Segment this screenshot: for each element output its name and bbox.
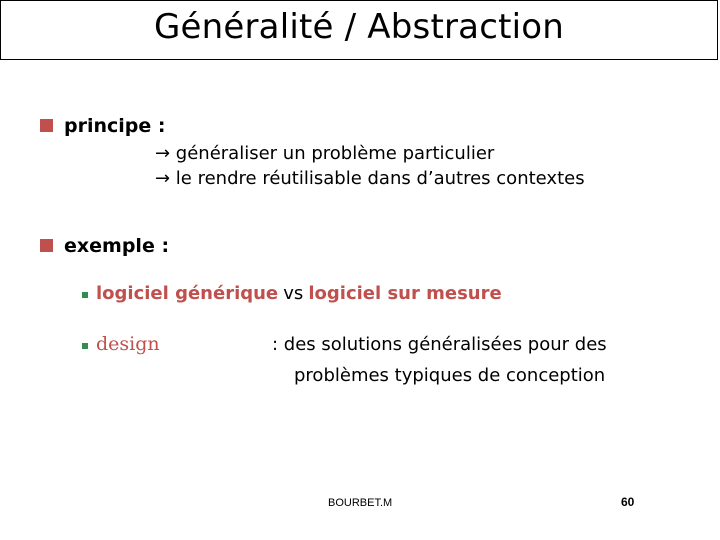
slide-title: Généralité / Abstraction xyxy=(153,7,565,47)
page-number: 60 xyxy=(621,495,635,509)
principe-line-1: → généraliser un problème particulier xyxy=(155,143,495,164)
principe-bullet-icon xyxy=(40,119,53,132)
exemple-heading: exemple : xyxy=(64,235,170,257)
footer-author: BOURBET.M xyxy=(328,497,393,509)
title-box xyxy=(0,0,718,60)
item-2-term: design xyxy=(96,333,160,355)
exemple-bullet-icon xyxy=(40,239,53,252)
item-1-connector: vs xyxy=(283,283,304,304)
item-1-term-1: logiciel générique xyxy=(96,283,279,304)
item-1-term-2: logiciel sur mesure xyxy=(308,283,502,304)
principe-heading: principe : xyxy=(64,115,166,137)
exemple-item-1 xyxy=(96,283,502,304)
item-2-term-wrap xyxy=(96,333,160,355)
principe-line-2: → le rendre réutilisable dans d’autres contextes xyxy=(155,168,585,189)
item-2-desc-line-2: problèmes typiques de conception xyxy=(294,365,606,386)
item-2-desc-line-1: : des solutions généralisées pour des xyxy=(272,334,607,355)
item-1-bullet-icon xyxy=(82,292,88,298)
item-2-bullet-icon xyxy=(82,343,88,349)
